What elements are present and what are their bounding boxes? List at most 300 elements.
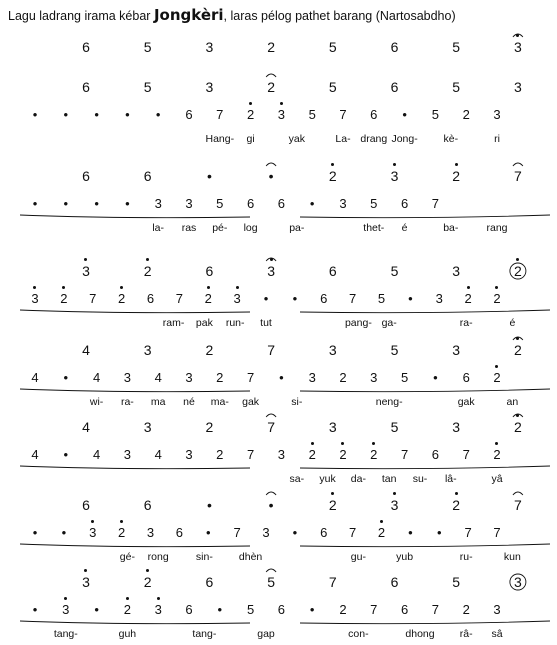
balungan-note-numeral: 5	[328, 79, 337, 95]
vocal-note	[118, 601, 136, 619]
vocal-note	[55, 290, 73, 308]
balungan-note	[139, 78, 157, 96]
vocal-note-numeral: 7	[462, 447, 470, 462]
vocal-note	[286, 524, 304, 542]
vocal-note-numeral: 6	[175, 525, 183, 540]
vocal-note-numeral: •	[94, 602, 99, 617]
vocal-note-numeral: •	[125, 196, 130, 211]
vocal-note	[373, 524, 391, 542]
balungan-note	[200, 573, 218, 591]
balungan-note	[509, 78, 527, 96]
balungan-note	[509, 167, 527, 185]
vocal-note-numeral: 6	[146, 291, 155, 306]
vocal-note-numeral: 7	[464, 525, 472, 540]
vocal-note-numeral: •	[402, 107, 407, 122]
vocal-note	[211, 369, 229, 387]
high-octave-dot	[341, 442, 344, 445]
vocal-note	[488, 601, 506, 619]
balungan-note	[77, 573, 95, 591]
vocal-note	[228, 290, 246, 308]
balungan-note-numeral: 6	[205, 574, 214, 590]
vocal-note-numeral: 3	[146, 525, 155, 540]
vocal-note	[488, 106, 506, 124]
vocal-note	[488, 446, 506, 464]
vocal-note-numeral: 3	[123, 447, 131, 462]
phrase-slur	[300, 466, 550, 469]
balungan-row	[0, 496, 557, 514]
balungan-note-numeral: 2	[514, 341, 522, 359]
lyric-syllable: gap	[257, 628, 275, 640]
phrase-slur	[300, 310, 550, 313]
vocal-note	[57, 446, 75, 464]
vocal-note	[180, 195, 198, 213]
vocal-note	[334, 601, 352, 619]
high-octave-dot	[455, 492, 458, 495]
lyric-syllable: ra-	[120, 396, 134, 408]
balungan-note	[509, 262, 527, 280]
vocal-note	[257, 290, 275, 308]
vocal-note	[26, 290, 44, 308]
high-octave-dot	[126, 597, 129, 600]
balungan-note-numeral: 3	[391, 167, 399, 185]
vocal-note-numeral: 7	[246, 447, 255, 462]
vocal-note-numeral: •	[309, 602, 315, 617]
lyric-syllable: rong	[147, 551, 169, 563]
high-octave-dot	[62, 286, 65, 289]
high-octave-dot	[393, 163, 396, 166]
vocal-note	[180, 446, 198, 464]
vocal-note-numeral: 2	[370, 446, 377, 464]
balungan-note	[386, 341, 404, 359]
vocal-note	[149, 601, 167, 619]
balungan-note	[262, 573, 280, 591]
vocal-note	[180, 369, 198, 387]
balungan-note-numeral: 6	[390, 39, 399, 55]
balungan-note	[77, 38, 95, 56]
vocal-note	[170, 524, 188, 542]
gong-arc-mark	[266, 74, 276, 77]
lyric-syllable: yuk	[319, 473, 336, 485]
balungan-note	[77, 496, 95, 514]
lyric-syllable: wi-	[89, 396, 104, 408]
high-octave-dot	[120, 520, 123, 523]
balungan-note	[447, 341, 465, 359]
phrase-slur	[20, 215, 250, 218]
vocal-note-numeral: •	[32, 525, 38, 540]
vocal-note-numeral: 4	[154, 370, 162, 385]
high-octave-dot	[331, 163, 334, 166]
vocal-note-numeral: •	[32, 107, 38, 122]
lyric-syllable: log	[243, 222, 258, 234]
lyrics-row	[0, 472, 557, 490]
balungan-note	[509, 38, 527, 56]
vocal-note	[88, 601, 106, 619]
lyric-syllable: gi	[246, 133, 255, 145]
vocal-note-numeral: 3	[493, 602, 501, 617]
lyric-syllable: né	[183, 396, 195, 408]
balungan-note	[447, 496, 465, 514]
balungan-note-numeral: 2	[144, 262, 152, 280]
phrase-slur	[300, 621, 550, 624]
vocal-note	[26, 106, 44, 124]
vocal-note	[180, 106, 198, 124]
balungan-note	[262, 38, 280, 56]
vocal-note-numeral: 2	[118, 290, 125, 308]
vocal-note-numeral: 3	[370, 370, 378, 385]
balungan-note-numeral: •	[206, 168, 212, 184]
high-octave-dot	[146, 569, 149, 572]
vocal-note	[84, 524, 102, 542]
balungan-note-numeral: 5	[143, 39, 152, 55]
high-octave-dot	[157, 597, 160, 600]
balungan-note-numeral: 4	[82, 342, 90, 358]
balungan-note-numeral: 6	[328, 263, 337, 279]
vocal-note-numeral: 3	[278, 106, 285, 124]
vocal-note-numeral: 5	[377, 291, 386, 306]
lyric-syllable: sin-	[195, 551, 213, 563]
vocal-note	[426, 446, 444, 464]
vocal-note	[365, 106, 383, 124]
vocal-note-numeral: 3	[435, 291, 443, 306]
balungan-note-numeral: 6	[82, 39, 90, 55]
balungan-note	[262, 341, 280, 359]
lyric-syllable: gak	[457, 396, 475, 408]
high-octave-dot	[236, 286, 239, 289]
lyric-syllable: gak	[242, 396, 260, 408]
title-song-name: Jongkèri	[153, 6, 224, 24]
vocal-note	[88, 195, 106, 213]
vocal-note	[88, 106, 106, 124]
balungan-note	[324, 573, 342, 591]
vocal-note-numeral: 3	[185, 370, 193, 385]
high-octave-dot	[467, 286, 470, 289]
vocal-row	[0, 524, 557, 542]
balungan-note	[200, 341, 218, 359]
lyric-syllable: lâ-	[444, 473, 457, 485]
balungan-note	[77, 262, 95, 280]
vocal-note-numeral: 3	[31, 290, 38, 308]
vocal-note-numeral: •	[217, 602, 223, 617]
vocal-note-numeral: 4	[92, 370, 101, 385]
vocal-note	[84, 290, 102, 308]
vocal-note	[149, 195, 167, 213]
balungan-note-numeral: 5	[390, 419, 399, 435]
balungan-note-numeral: 3	[452, 419, 461, 435]
balungan-note	[324, 78, 342, 96]
vocal-note-numeral: 7	[216, 107, 224, 122]
lyric-syllable: ras	[181, 222, 197, 234]
vocal-note-numeral: 6	[431, 447, 439, 462]
balungan-note-numeral: 7	[513, 497, 522, 513]
gong-arc-mark	[266, 414, 276, 417]
balungan-note	[262, 418, 280, 436]
vocal-note	[334, 446, 352, 464]
lyric-syllable: si-	[291, 396, 303, 408]
vocal-note-numeral: 3	[262, 525, 270, 540]
vocal-note-numeral: 3	[155, 601, 162, 619]
vocal-note	[365, 601, 383, 619]
lyric-syllable: râ-	[459, 628, 473, 640]
lyric-syllable: tan	[381, 473, 397, 485]
vocal-note-numeral: 7	[493, 525, 501, 540]
vocal-note	[365, 195, 383, 213]
vocal-note	[88, 369, 106, 387]
balungan-note-numeral: 5	[267, 574, 275, 590]
vocal-note-numeral: 3	[308, 370, 316, 385]
lyric-syllable: gu-	[350, 551, 366, 563]
balungan-note-numeral: 5	[390, 342, 399, 358]
vocal-note-numeral: 2	[462, 602, 470, 617]
vocal-note	[211, 601, 229, 619]
vocal-note	[113, 290, 131, 308]
balungan-note-numeral: 4	[82, 419, 90, 435]
balungan-note-numeral: 2	[452, 496, 460, 514]
high-octave-dot	[84, 569, 87, 572]
vocal-note-numeral: 3	[185, 447, 193, 462]
vocal-note	[228, 524, 246, 542]
vocal-note	[149, 446, 167, 464]
lyric-syllable: drang	[360, 133, 388, 145]
balungan-note-numeral: •	[268, 168, 274, 184]
vocal-note-numeral: 7	[431, 602, 439, 617]
lyric-syllable: pa-	[289, 222, 305, 234]
phrase-slur	[20, 466, 250, 469]
vocal-note	[303, 601, 321, 619]
high-octave-dot	[33, 286, 36, 289]
balungan-note	[386, 78, 404, 96]
vocal-note	[26, 446, 44, 464]
vocal-note	[365, 369, 383, 387]
vocal-note-numeral: •	[155, 107, 161, 122]
vocal-note	[303, 106, 321, 124]
balungan-note-numeral: 2	[205, 342, 214, 358]
vocal-note	[303, 446, 321, 464]
balungan-note-numeral: 3	[513, 79, 522, 95]
lyrics-row	[0, 550, 557, 568]
vocal-note	[459, 290, 477, 308]
balungan-note	[324, 418, 342, 436]
lyric-syllable: run-	[225, 317, 245, 329]
balungan-note	[509, 496, 527, 514]
balungan-note-numeral: 2	[267, 79, 275, 95]
vocal-row	[0, 290, 557, 308]
vocal-note-numeral: 7	[339, 107, 347, 122]
vocal-row	[0, 446, 557, 464]
lyric-syllable: tut	[260, 317, 272, 329]
vocal-note	[272, 601, 290, 619]
vocal-note	[118, 369, 136, 387]
vocal-note	[344, 524, 362, 542]
balungan-note-numeral: •	[268, 497, 274, 513]
vocal-note	[242, 369, 260, 387]
high-octave-dot	[280, 102, 283, 105]
balungan-note	[139, 418, 157, 436]
vocal-note	[488, 290, 506, 308]
balungan-note-numeral: 3	[328, 419, 337, 435]
high-octave-dot	[331, 492, 334, 495]
phrase-slur	[20, 544, 250, 547]
phrase-slur	[20, 389, 250, 392]
vocal-note-numeral: 6	[277, 602, 285, 617]
vocal-note-numeral: •	[125, 107, 130, 122]
balungan-note-numeral: 2	[452, 167, 460, 185]
balungan-note	[77, 78, 95, 96]
high-octave-dot	[516, 414, 519, 417]
balungan-note-numeral: 5	[452, 79, 461, 95]
high-octave-dot	[372, 442, 375, 445]
vocal-note	[430, 290, 448, 308]
high-octave-dot	[455, 163, 458, 166]
vocal-note-numeral: •	[205, 525, 211, 540]
vocal-note-numeral: 2	[493, 290, 500, 308]
balungan-note	[139, 341, 157, 359]
vocal-note-numeral: 3	[185, 196, 193, 211]
vocal-note-numeral: •	[408, 291, 413, 306]
lyric-syllable: sa-	[289, 473, 305, 485]
balungan-note	[324, 167, 342, 185]
balungan-note	[386, 573, 404, 591]
balungan-note-numeral: 3	[513, 574, 522, 590]
vocal-note-numeral: •	[63, 196, 69, 211]
lyric-syllable: ma-	[210, 396, 229, 408]
vocal-note-numeral: •	[433, 370, 438, 385]
balungan-note-numeral: 3	[514, 38, 522, 56]
lyric-syllable: dhong	[405, 628, 435, 640]
balungan-note	[77, 418, 95, 436]
balungan-note-numeral: 6	[390, 79, 399, 95]
high-octave-dot	[84, 258, 87, 261]
vocal-note-numeral: 6	[277, 196, 285, 211]
vocal-note	[118, 106, 136, 124]
vocal-note-numeral: 2	[216, 370, 224, 385]
balungan-note	[447, 262, 465, 280]
vocal-note	[401, 524, 419, 542]
balungan-note	[200, 496, 218, 514]
balungan-note	[139, 38, 157, 56]
high-octave-dot	[516, 337, 519, 340]
vocal-note-numeral: 5	[216, 196, 224, 211]
balungan-note-numeral: 3	[143, 342, 152, 358]
vocal-note	[113, 524, 131, 542]
vocal-note	[315, 524, 333, 542]
vocal-note	[170, 290, 188, 308]
vocal-note	[142, 524, 160, 542]
balungan-note-numeral: 5	[452, 574, 461, 590]
vocal-note-numeral: •	[292, 525, 298, 540]
high-octave-dot	[207, 286, 210, 289]
vocal-note	[242, 446, 260, 464]
lyrics-row	[0, 316, 557, 334]
vocal-note	[272, 446, 290, 464]
balungan-note-numeral: 6	[82, 168, 90, 184]
balungan-note-numeral: 3	[452, 342, 461, 358]
vocal-note	[488, 369, 506, 387]
lyric-syllable: kè-	[443, 133, 459, 145]
vocal-note-numeral: 5	[308, 107, 316, 122]
high-octave-dot	[495, 442, 498, 445]
lyric-syllable: sâ	[491, 628, 503, 640]
vocal-note-numeral: 5	[370, 196, 378, 211]
vocal-note-numeral: 2	[205, 290, 212, 308]
vocal-row	[0, 369, 557, 387]
balungan-note	[77, 341, 95, 359]
vocal-note-numeral: 7	[370, 602, 378, 617]
vocal-note-numeral: 2	[124, 601, 131, 619]
title-prefix: Lagu ladrang irama kébar	[8, 9, 154, 23]
phrase-slur	[20, 621, 250, 624]
balungan-note	[200, 167, 218, 185]
vocal-note	[26, 601, 44, 619]
lyric-syllable: yâ	[491, 473, 503, 485]
balungan-note-numeral: 3	[205, 79, 214, 95]
high-octave-dot	[120, 286, 123, 289]
balungan-note	[509, 418, 527, 436]
lyric-syllable: la-	[152, 222, 165, 234]
phrase-slur	[300, 544, 550, 547]
vocal-note-numeral: 6	[400, 602, 409, 617]
high-octave-dot	[270, 258, 273, 261]
vocal-note	[211, 446, 229, 464]
lyric-syllable: ra-	[459, 317, 473, 329]
balungan-note-numeral: 3	[452, 263, 461, 279]
balungan-note-numeral: 2	[205, 419, 214, 435]
vocal-note	[57, 195, 75, 213]
page-title	[8, 6, 456, 24]
lyric-syllable: é	[401, 222, 408, 234]
vocal-note	[118, 195, 136, 213]
vocal-note-numeral: 2	[118, 524, 125, 542]
vocal-note	[457, 369, 475, 387]
vocal-note	[334, 369, 352, 387]
vocal-note	[396, 369, 414, 387]
vocal-note	[365, 446, 383, 464]
vocal-note-numeral: •	[436, 525, 442, 540]
balungan-note	[200, 38, 218, 56]
lyric-syllable: rang	[486, 222, 508, 234]
vocal-note-numeral: •	[32, 196, 38, 211]
balungan-note-numeral: 6	[143, 168, 152, 184]
vocal-note-numeral: 2	[216, 447, 224, 462]
balungan-row	[0, 573, 557, 591]
vocal-note	[55, 524, 73, 542]
balungan-note	[447, 38, 465, 56]
balungan-note	[262, 262, 280, 280]
lyric-syllable: Jong-	[391, 133, 418, 145]
balungan-note-numeral: 2	[267, 39, 275, 55]
vocal-note	[426, 369, 444, 387]
vocal-note-numeral: 6	[246, 196, 255, 211]
lyric-syllable: guh	[118, 628, 137, 640]
vocal-note-numeral: •	[309, 196, 315, 211]
balungan-note	[324, 262, 342, 280]
vocal-note	[396, 195, 414, 213]
lyric-syllable: dhèn	[238, 551, 263, 563]
high-octave-dot	[393, 492, 396, 495]
high-octave-dot	[495, 365, 498, 368]
balungan-note-numeral: 3	[82, 573, 90, 591]
lyric-syllable: yak	[288, 133, 305, 145]
gong-arc-mark	[266, 163, 276, 166]
balungan-note	[200, 418, 218, 436]
phrase-slur	[300, 389, 550, 392]
vocal-note	[26, 524, 44, 542]
lyric-syllable: Hang-	[205, 133, 235, 145]
high-octave-dot	[146, 258, 149, 261]
vocal-note	[303, 369, 321, 387]
lyric-syllable: pang-	[344, 317, 372, 329]
vocal-note	[457, 106, 475, 124]
vocal-note-numeral: 2	[339, 370, 347, 385]
